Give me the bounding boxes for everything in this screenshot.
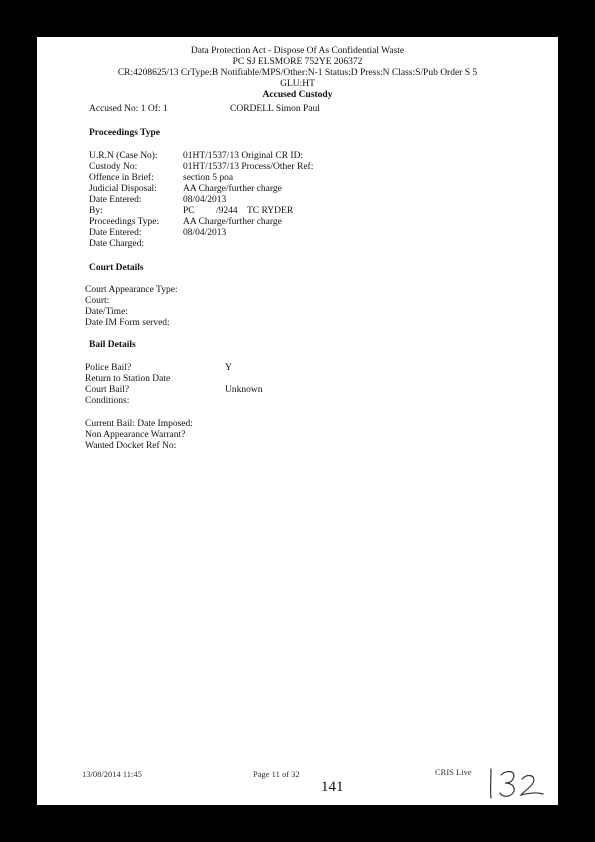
- section-heading-proceedings: Proceedings Type: [89, 128, 160, 138]
- page-number: 141: [321, 779, 344, 795]
- field-value: 08/04/2013: [183, 195, 227, 205]
- field-label: Police Bail?: [85, 363, 132, 373]
- field-label: Date/Time:: [85, 307, 128, 317]
- field-value: PC /9244 TC RYDER: [183, 206, 294, 216]
- field-label: Current Bail: Date Imposed:: [85, 419, 193, 429]
- header-crime-ref: CR:4208625/13 CrType:B Notifiable/MPS/Other:N-1 Status:D Press:N Class:S/Pub Order S 5: [117, 68, 478, 78]
- page-title: Accused Custody: [262, 90, 333, 100]
- field-label: Court:: [85, 296, 110, 306]
- field-label: By:: [89, 206, 103, 216]
- field-label: U.R.N (Case No):: [89, 151, 158, 161]
- field-value: section 5 poa: [183, 173, 234, 183]
- field-label: Return to Station Date: [85, 374, 171, 384]
- accused-name: CORDELL Simon Paul: [230, 104, 320, 114]
- field-label: Proceedings Type:: [89, 217, 160, 227]
- field-label: Conditions:: [85, 396, 130, 406]
- footer-system: CRIS Live: [435, 767, 472, 777]
- field-label: Wanted Docket Ref No:: [85, 441, 177, 451]
- field-value: 01HT/1537/13 Original CR ID:: [183, 151, 304, 161]
- field-label: Date IM Form served:: [85, 318, 170, 328]
- field-label: Judicial Disposal:: [89, 184, 157, 194]
- section-heading-court: Court Details: [89, 263, 144, 273]
- field-label: Non Appearance Warrant?: [85, 430, 186, 440]
- field-label: Court Bail?: [85, 385, 130, 395]
- accused-number: Accused No: 1 Of: 1: [89, 104, 168, 114]
- field-label: Custody No:: [89, 162, 138, 172]
- handwritten-number: [485, 765, 547, 801]
- field-value: AA Charge/further charge: [183, 217, 282, 227]
- header-glu: GLU:HT: [280, 79, 315, 89]
- section-heading-bail: Bail Details: [89, 340, 136, 350]
- field-value: 08/04/2013: [183, 228, 227, 238]
- field-label: Date Entered:: [89, 228, 142, 238]
- header-notice: Data Protection Act - Dispose Of As Confidential Waste: [190, 46, 405, 56]
- field-label: Date Charged:: [89, 239, 144, 249]
- footer-datetime: 13/08/2014 11:45: [82, 769, 142, 779]
- field-value: AA Charge/further charge: [183, 184, 282, 194]
- field-value: 01HT/1537/13 Process/Other Ref:: [183, 162, 314, 172]
- field-label: Court Appearance Type:: [85, 285, 178, 295]
- field-value: Y: [225, 363, 232, 373]
- field-label: Date Entered:: [89, 195, 142, 205]
- field-label: Offence in Brief:: [89, 173, 154, 183]
- document-page: [37, 37, 558, 805]
- header-officer: PC SJ ELSMORE 752YE 206372: [232, 57, 363, 67]
- field-value: Unknown: [225, 385, 263, 395]
- footer-page: Page 11 of 32: [253, 769, 300, 779]
